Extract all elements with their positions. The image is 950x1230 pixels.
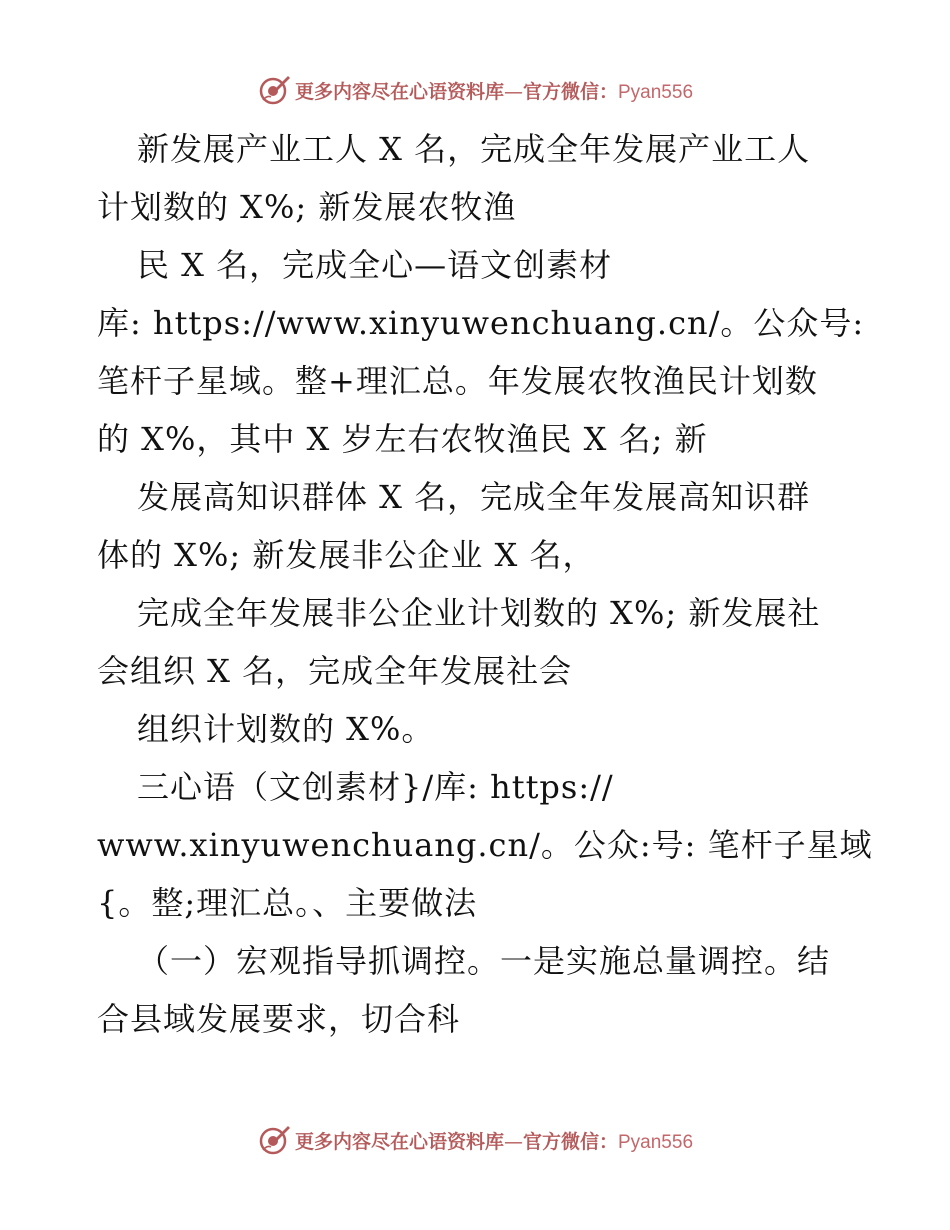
banner-content: [257, 1123, 693, 1157]
banner-main-text: 更多内容尽在心语资料库: [294, 1130, 504, 1153]
text-line: 三心语（文创素材}/库: https://: [137, 768, 614, 806]
text-line: 组织计划数的 X%。: [137, 710, 435, 748]
text-line: 会组织 X 名，完成全年发展社会: [97, 652, 573, 690]
banner-wechat-id: Pyan556: [618, 81, 694, 103]
banner-content: [257, 73, 693, 107]
text-line: 体的 X%; 新发展非公企业 X 名，: [97, 536, 596, 574]
text-line: 的 X%，其中 X 岁左右农牧渔民 X 名; 新: [97, 420, 708, 458]
banner-text: [295, 77, 693, 104]
text-line: 合县域发展要求，切合科: [97, 1000, 461, 1038]
document-body: [97, 120, 873, 1048]
banner-text: [295, 1127, 693, 1154]
banner-dash: —: [503, 80, 523, 103]
pen-logo-icon: [257, 73, 291, 107]
text-line: 笔杆子星域。整+理汇总。年发展农牧渔民计划数: [97, 362, 818, 400]
text-line: 完成全年发展非公企业计划数的 X%; 新发展社: [137, 594, 821, 632]
text-line: 新发展产业工人 X 名，完成全年发展产业工人: [137, 130, 811, 168]
text-line: {。整;理汇总。、主要做法: [97, 884, 478, 922]
footer-watermark-banner: [0, 1120, 950, 1160]
header-watermark-banner: [0, 70, 950, 110]
text-line: 发展高知识群体 X 名，完成全年发展高知识群: [137, 478, 811, 516]
text-line: www.xinyuwenchuang.cn/。公众:号: 笔杆子星域: [97, 826, 873, 864]
text-line: （一）宏观指导抓调控。一是实施总量调控。结: [137, 942, 831, 980]
text-line: 库: https://www.xinyuwenchuang.cn/。公众号:: [97, 304, 865, 342]
banner-sub-text: 官方微信：: [522, 1130, 618, 1153]
banner-main-text: 更多内容尽在心语资料库: [294, 80, 504, 103]
pen-logo-icon: [257, 1123, 291, 1157]
banner-wechat-id: Pyan556: [618, 1131, 694, 1153]
banner-sub-text: 官方微信：: [522, 80, 618, 103]
text-line: 计划数的 X%; 新发展农牧渔: [97, 188, 517, 226]
banner-dash: —: [503, 1130, 523, 1153]
text-line: 民 X 名，完成全心—语文创素材: [137, 246, 613, 284]
